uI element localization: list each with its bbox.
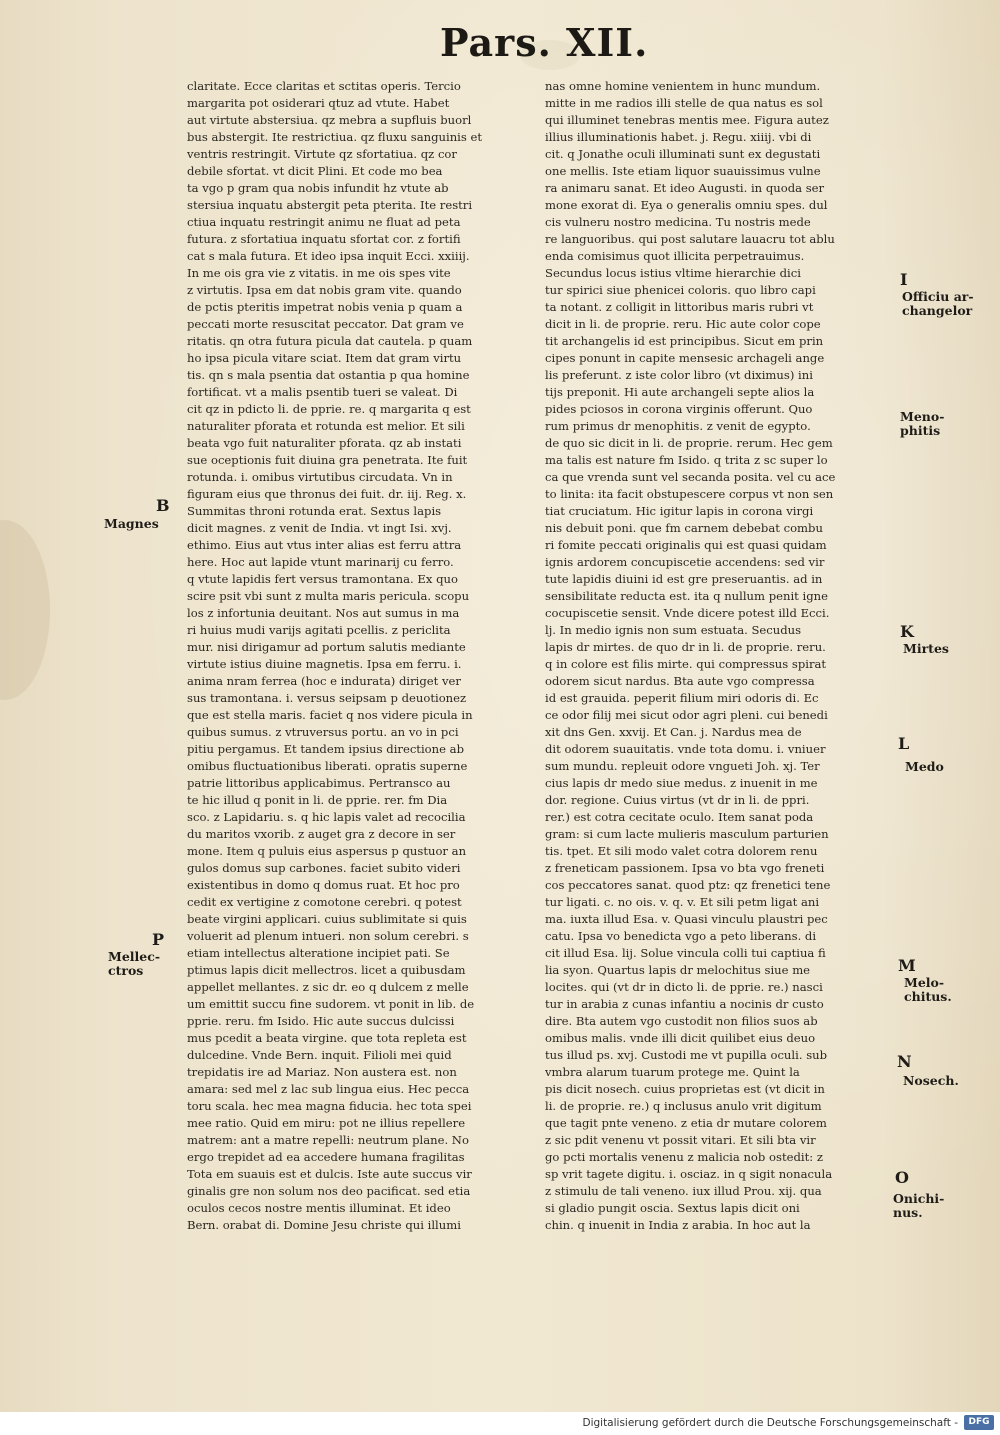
text-line: cocupiscetie sensit. Vnde dicere potest illd Ecci.	[545, 606, 830, 620]
text-line: ri huius mudi varijs agitati pcellis. z periclita	[187, 623, 451, 637]
text-line: appellet mellantes. z sic dr. eo q dulcem z melle	[187, 980, 469, 994]
text-line: rotunda. i. omibus virtutibus circudata. Vn in	[187, 470, 453, 484]
margin-initial: I	[900, 270, 908, 289]
text-line: ginalis gre non solum nos deo pacificat. sed etia	[187, 1184, 471, 1198]
text-line: tit archangelis id est principibus. Sicut em prin	[545, 334, 824, 348]
text-line: ritatis. qn otra futura picula dat cautela. p quam	[187, 334, 473, 348]
margin-initial: L	[898, 734, 910, 753]
text-line: Summitas throni rotunda erat. Sextus lapis	[187, 504, 442, 518]
text-line: ta vgo p gram qua nobis infundit hz vtute ab	[187, 181, 449, 195]
text-line: chin. q inuenit in India z arabia. In hoc aut la	[545, 1218, 811, 1232]
text-line: ta notant. z colligit in littoribus maris rubri vt	[545, 300, 814, 314]
margin-note-nosech: Nosech.	[903, 1073, 959, 1088]
text-line: existentibus in domo q domus ruat. Et hoc pro	[187, 878, 460, 892]
text-line: Tota em suauis est et dulcis. Iste aute succus vir	[187, 1167, 472, 1181]
text-line: peccati morte resuscitat peccator. Dat gram ve	[187, 317, 464, 331]
text-line: de quo sic dicit in li. de proprie. rerum. Hec gem	[545, 436, 833, 450]
margin-initial: O	[895, 1168, 909, 1187]
text-line: figuram eius que thronus dei fuit. dr. iij. Reg. x.	[187, 487, 467, 501]
right-text-column	[545, 78, 895, 1234]
text-line: mur. nisi dirigamur ad portum salutis mediante	[187, 640, 466, 654]
margin-initial: B	[156, 496, 170, 515]
text-line: um emittit succu fine sudorem. vt ponit in lib. de	[187, 997, 475, 1011]
text-line: quibus sumus. z vtruversus portu. an vo in pci	[187, 725, 459, 739]
text-line: lapis dr mirtes. de quo dr in li. de proprie. reru.	[545, 640, 826, 654]
text-line: ptimus lapis dicit mellectros. licet a quibusdam	[187, 963, 466, 977]
text-line: ignis ardorem concupiscetie accendens: sed vir	[545, 555, 825, 569]
text-line: ctiua inquatu restringit animu ne fluat ad peta	[187, 215, 461, 229]
text-line: sco. z Lapidariu. s. q hic lapis valet ad recocilia	[187, 810, 466, 824]
text-line: debile sfortat. vt dicit Plini. Et code mo bea	[187, 164, 443, 178]
margin-note-medo: Medo	[905, 759, 944, 774]
text-line: enda comisimus quot illicita perpetrauimus.	[545, 249, 805, 263]
left-text-column	[187, 78, 530, 1234]
text-line: te hic illud q ponit in li. de pprie. rer. fm Dia	[187, 793, 448, 807]
text-line: id est grauida. peperit filium miri odoris di. Ec	[545, 691, 819, 705]
margin-note-magnes: Magnes	[104, 516, 159, 531]
margin-note-officium-archangelorum: Officiu ar-changelor	[902, 289, 974, 318]
text-line: gulos domus sup carbones. faciet subito videri	[187, 861, 461, 875]
text-line: cipes ponunt in capite mensesic archageli ange	[545, 351, 825, 365]
text-line: naturaliter pforata et rotunda est melior. Et sili	[187, 419, 465, 433]
margin-note-onichinus: Onichi-nus.	[893, 1191, 945, 1220]
funding-notice: Digitalisierung gefördert durch die Deutsche Forschungsgemeinschaft -	[582, 1417, 958, 1429]
margin-note-melochitus: Melo-chitus.	[904, 975, 952, 1004]
text-line: In me ois gra vie z vitatis. in me ois spes vite	[187, 266, 451, 280]
margin-note-menophitis: Meno-phitis	[900, 409, 945, 438]
text-line: omibus malis. vnde illi dicit quilibet eius deuo	[545, 1031, 816, 1045]
text-line: etiam intellectus alteratione incipiet pati. Se	[187, 946, 450, 960]
text-line: ma. iuxta illud Esa. v. Quasi vinculu plaustri pec	[545, 912, 828, 926]
text-line: dire. Bta autem vgo custodit non filios suos ab	[545, 1014, 818, 1028]
margin-note-mellectros: Mellec-ctros	[108, 949, 161, 978]
text-line: cis vulneru nostro medicina. Tu nostris mede	[545, 215, 811, 229]
text-line: nas omne homine venientem in hunc mundum.	[545, 79, 821, 93]
text-line: tijs preponit. Hi aute archangeli septe alios la	[545, 385, 815, 399]
text-line: z sic pdit venenu vt possit vitari. Et sili bta vir	[545, 1133, 816, 1147]
margin-initial: K	[900, 622, 914, 641]
text-line: z virtutis. Ipsa em dat nobis gram vite. quando	[187, 283, 462, 297]
text-line: z freneticam passionem. Ipsa vo bta vgo freneti	[545, 861, 825, 875]
text-line: mus pcedit a beata virgine. que tota repleta est	[187, 1031, 467, 1045]
text-line: gram: si cum lacte mulieris masculum parturien	[545, 827, 829, 841]
text-line: tur spirici siue phenicei coloris. quo libro capi	[545, 283, 816, 297]
text-line: beate virgini applicari. cuius sublimitate si quis	[187, 912, 467, 926]
text-line: tur in arabia z cunas infantiu a nocinis dr custo	[545, 997, 824, 1011]
text-line: du maritos vxorib. z auget gra z decore in ser	[187, 827, 456, 841]
margin-note-mirtes: Mirtes	[903, 641, 949, 656]
text-line: matrem: ant a matre repelli: neutrum plane. No	[187, 1133, 469, 1147]
text-line: de pctis pteritis impetrat nobis venia p quam a	[187, 300, 463, 314]
text-line: tus illud ps. xvj. Custodi me vt pupilla oculi. sub	[545, 1048, 828, 1062]
text-line: rum primus dr menophitis. z venit de egypto.	[545, 419, 811, 433]
text-line: Secundus locus istius vltime hierarchie dici	[545, 266, 801, 280]
text-line: ca que vrenda sunt vel secanda posita. vel cu ace	[545, 470, 836, 484]
text-line: oculos cecos nostre mentis illuminat. Et ideo	[187, 1201, 451, 1215]
text-line: sue oceptionis fuit diuina gra penetrata. Ite fuit	[187, 453, 468, 467]
text-line: pides pciosos in corona virginis offerunt. Quo	[545, 402, 813, 416]
text-line: claritate. Ecce claritas et sctitas operis. Tercio	[187, 79, 461, 93]
text-line: q in colore est filis mirte. qui compressus spirat	[545, 657, 827, 671]
text-line: odorem sicut nardus. Bta aute vgo compressa	[545, 674, 815, 688]
text-line: fortificat. vt a malis psentib tueri se valeat. Di	[187, 385, 458, 399]
text-line: qui illuminet tenebras mentis mee. Figura autez	[545, 113, 829, 127]
text-line: here. Hoc aut lapide vtunt marinarij cu ferro.	[187, 555, 454, 569]
text-line: illius illuminationis habet. j. Regu. xiiij. vbi di	[545, 130, 812, 144]
text-line: mee ratio. Quid em miru: pot ne illius repellere	[187, 1116, 466, 1130]
text-line: ce odor filij mei sicut odor agri pleni. cui benedi	[545, 708, 828, 722]
text-line: dor. regione. Cuius virtus (vt dr in li. de ppri.	[545, 793, 810, 807]
text-line: pis dicit nosech. cuius proprietas est (vt dicit in	[545, 1082, 825, 1096]
page-stain	[0, 520, 50, 700]
text-line: margarita pot osiderari qtuz ad vtute. Habet	[187, 96, 450, 110]
text-line: cit illud Esa. lij. Solue vincula colli tui captiua fi	[545, 946, 826, 960]
text-line: pitiu pergamus. Et tandem ipsius directione ab	[187, 742, 465, 756]
text-line: mone exorat di. Eya o generalis omniu spes. dul	[545, 198, 828, 212]
text-line: lia syon. Quartus lapis dr melochitus siue me	[545, 963, 811, 977]
text-line: xit dns Gen. xxvij. Et Can. j. Nardus mea de	[545, 725, 802, 739]
text-line: que tagit pnte veneno. z etia dr mutare colorem	[545, 1116, 827, 1130]
text-line: cit qz in pdicto li. de pprie. re. q margarita q est	[187, 402, 471, 416]
text-line: voluerit ad plenum intueri. non solum cerebri. s	[187, 929, 469, 943]
text-line: one mellis. Iste etiam liquor suauissimus vulne	[545, 164, 821, 178]
text-line: ra animaru sanat. Et ideo Augusti. in quoda ser	[545, 181, 825, 195]
text-line: lis preferunt. z iste color libro (vt diximus) ini	[545, 368, 813, 382]
text-line: cit. q Jonathe oculi illuminati sunt ex degustati	[545, 147, 821, 161]
text-line: cos peccatores sanat. quod ptz: qz frenetici tene	[545, 878, 831, 892]
page-header: Pars. XII.	[440, 20, 649, 65]
text-line: pprie. reru. fm Isido. Hic aute succus dulcissi	[187, 1014, 455, 1028]
dfg-logo: DFG	[964, 1415, 994, 1430]
text-line: sus tramontana. i. versus seipsam p deuotionez	[187, 691, 467, 705]
margin-initial: P	[152, 930, 165, 949]
text-line: ventris restringit. Virtute qz sfortatiua. qz cor	[187, 147, 457, 161]
text-line: omibus fluctuationibus liberati. opratis superne	[187, 759, 468, 773]
margin-initial: N	[897, 1052, 912, 1071]
text-line: to linita: ita facit obstupescere corpus vt non sen	[545, 487, 834, 501]
text-line: cedit ex vertigine z comotone cerebri. q potest	[187, 895, 462, 909]
text-line: beata vgo fuit naturaliter pforata. qz ab instati	[187, 436, 462, 450]
text-line: tiat cruciatum. Hic igitur lapis in corona virgi	[545, 504, 814, 518]
text-line: ri fomite peccati originalis qui est quasi quidam	[545, 538, 827, 552]
text-line: trepidatis ire ad Mariaz. Non austera est. non	[187, 1065, 457, 1079]
text-line: sum mundu. repleuit odore vngueti Joh. xj. Ter	[545, 759, 820, 773]
text-line: sp vrit tagete digitu. i. osciaz. in q sigit nonacula	[545, 1167, 833, 1181]
text-line: ergo trepidet ad ea accedere humana fragilitas	[187, 1150, 465, 1164]
text-line: lj. In medio ignis non sum estuata. Secudus	[545, 623, 802, 637]
text-line: li. de proprie. re.) q inclusus anulo vrit digitum	[545, 1099, 822, 1113]
text-line: Bern. orabat di. Domine Jesu christe qui illumi	[187, 1218, 461, 1232]
text-line: scire psit vbi sunt z multa maris pericula. scopu	[187, 589, 470, 603]
text-line: mone. Item q puluis eius aspersus p qustuor an	[187, 844, 467, 858]
text-line: ma talis est nature fm Isido. q trita z sc super lo	[545, 453, 828, 467]
text-line: aut virtute abstersiua. qz mebra a supfluis buorl	[187, 113, 472, 127]
text-line: locites. qui (vt dr in dicto li. de pprie. re.) nasci	[545, 980, 823, 994]
text-line: stersiua inquatu abstergit peta pterita. Ite restri	[187, 198, 473, 212]
text-line: patrie littoribus applicabimus. Pertransco au	[187, 776, 451, 790]
text-line: dicit magnes. z venit de India. vt ingt Isi. xvj.	[187, 521, 452, 535]
text-line: que est stella maris. faciet q nos videre picula in	[187, 708, 473, 722]
text-line: q vtute lapidis fert versus tramontana. Ex quo	[187, 572, 458, 586]
text-line: nis debuit poni. que fm carnem debebat combu	[545, 521, 823, 535]
text-line: bus abstergit. Ite restrictiua. qz fluxu sanguinis et	[187, 130, 483, 144]
text-line: dicit in li. de proprie. reru. Hic aute color cope	[545, 317, 821, 331]
text-line: re languoribus. qui post salutare lauacru tot ablu	[545, 232, 835, 246]
footer-bar	[0, 1412, 1000, 1435]
text-line: go pcti mortalis venenu z malicia nob ostedit: z	[545, 1150, 823, 1164]
text-line: virtute istius diuine magnetis. Ipsa em ferru. i.	[187, 657, 462, 671]
text-line: cat s mala futura. Et ideo ipsa inquit Ecci. xxiiij.	[187, 249, 470, 263]
text-line: tute lapidis diuini id est gre preseruantis. ad in	[545, 572, 823, 586]
text-line: z stimulu de tali veneno. iux illud Prou. xij. qua	[545, 1184, 822, 1198]
text-line: sensibilitate reducta est. ita q nullum penit igne	[545, 589, 828, 603]
text-line: tur ligati. c. no ois. v. q. v. Et sili petm ligat ani	[545, 895, 820, 909]
text-line: mitte in me radios illi stelle de qua natus es sol	[545, 96, 823, 110]
text-line: ho ipsa picula vitare sciat. Item dat gram virtu	[187, 351, 462, 365]
text-line: los z infortunia deuitant. Nos aut sumus in ma	[187, 606, 460, 620]
text-line: toru scala. hec mea magna fiducia. hec tota spei	[187, 1099, 472, 1113]
text-line: dulcedine. Vnde Bern. inquit. Filioli mei quid	[187, 1048, 452, 1062]
text-line: dit odorem suauitatis. vnde tota domu. i. vniuer	[545, 742, 826, 756]
text-line: si gladio pungit oscia. Sextus lapis dicit oni	[545, 1201, 800, 1215]
text-line: vmbra alarum tuarum protege me. Quint la	[545, 1065, 800, 1079]
text-line: tis. qn s mala psentia dat ostantia p qua homine	[187, 368, 470, 382]
text-line: rer.) est cotra cecitate oculo. Item sanat poda	[545, 810, 814, 824]
text-line: amara: sed mel z lac sub lingua eius. Hec pecca	[187, 1082, 470, 1096]
text-line: cius lapis dr medo siue medus. z inuenit in me	[545, 776, 818, 790]
text-line: futura. z sfortatiua inquatu sfortat cor. z fortifi	[187, 232, 461, 246]
text-line: catu. Ipsa vo benedicta vgo a peto liberans. di	[545, 929, 817, 943]
text-line: tis. tpet. Et sili modo valet cotra dolorem renu	[545, 844, 818, 858]
text-line: anima nram ferrea (hoc e indurata) diriget ver	[187, 674, 461, 688]
margin-initial: M	[898, 956, 916, 975]
text-line: ethimo. Eius aut vtus inter alias est ferru attra	[187, 538, 462, 552]
